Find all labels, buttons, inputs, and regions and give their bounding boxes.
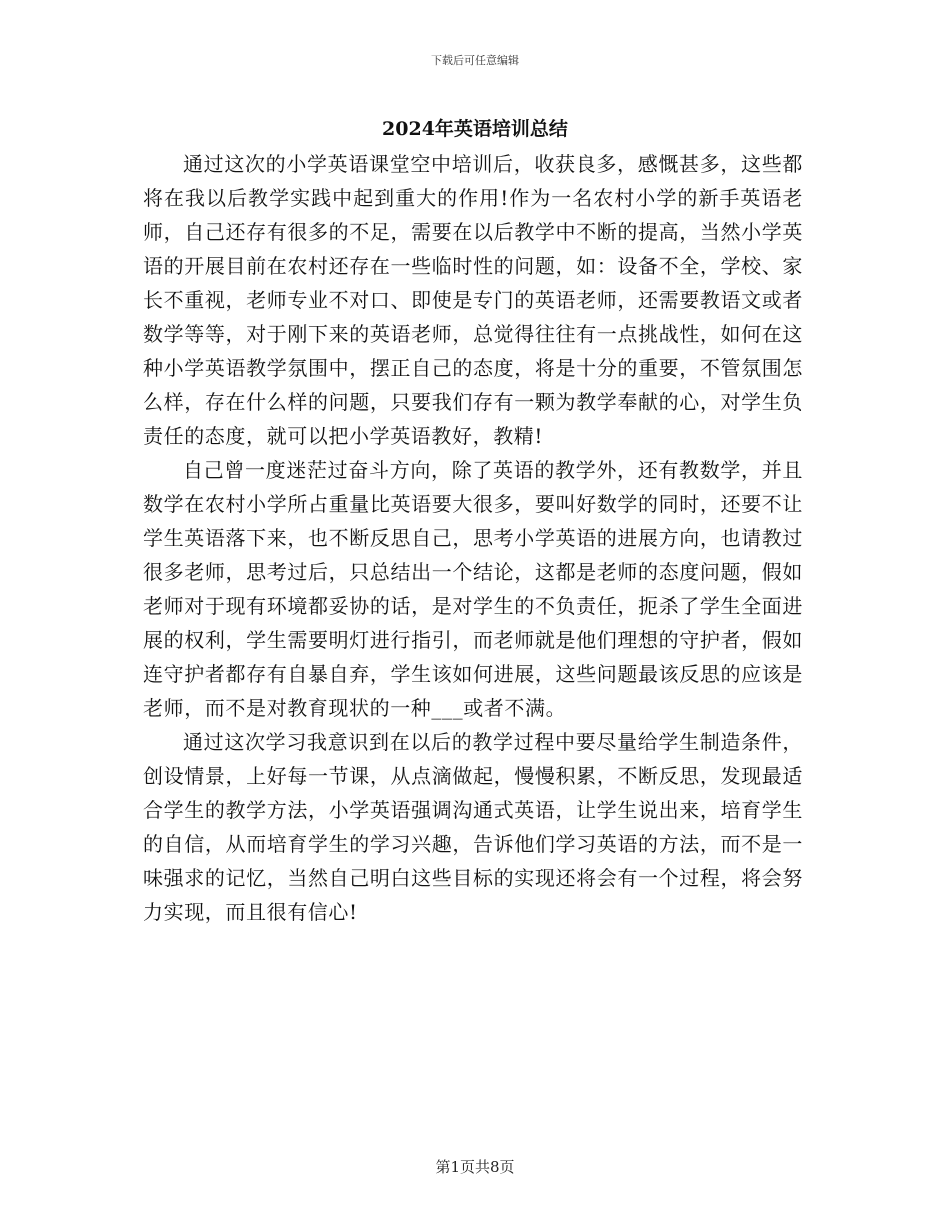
paragraph-3: 通过这次学习我意识到在以后的教学过程中要尽量给学生制造条件，创设情景，上好每一节课，从点滴做起，慢慢积累，不断反思，发现最适合学生的教学方法，小学英语强调沟通式英语，让学生说出来，培育学生的自信，从而培育学生的学习兴趣，告诉他们学习英语的方法，而不是一味强求的记忆，当然自己明白这些目标的实现还将会有一个过程，将会努力实现，而且很有信心! [143, 730, 803, 924]
document-title: 2024年英语培训总结 [382, 118, 568, 140]
document-body [143, 147, 803, 929]
paragraph-1: 通过这次的小学英语课堂空中培训后，收获良多，感慨甚多，这些都将在我以后教学实践中起到重大的作用!作为一名农村小学的新手英语老师，自己还存有很多的不足，需要在以后教学中不断的提高，当然小学英语的开展目前在农村还存在一些临时性的问题，如：设备不全，学校、家长不重视，老师专业不对口、即使是专门的英语老师，还需要教语文或者数学等等，对于刚下来的英语老师，总觉得往往有一点挑战性，如何在这种小学英语教学氛围中，摆正自己的态度，将是十分的重要，不管氛围怎么样，存在什么样的问题，只要我们存有一颗为教学奉献的心，对学生负责任的态度，就可以把小学英语教好，教精! [143, 152, 803, 448]
paragraph-2: 自己曾一度迷茫过奋斗方向，除了英语的教学外，还有教数学，并且数学在农村小学所占重量比英语要大很多，要叫好数学的同时，还要不让学生英语落下来，也不断反思自己，思考小学英语的进展方向，也请教过很多老师，思考过后，只总结出一个结论，这都是老师的态度问题，假如老师对于现有环境都妥协的话，是对学生的不负责任，扼杀了学生全面进展的权利，学生需要明灯进行指引，而老师就是他们理想的守护者，假如连守护者都存有自暴自弃，学生该如何进展，这些问题最该反思的应该是老师，而不是对教育现状的一种___或者不满。 [143, 458, 803, 720]
page-indicator: 第1页共8页 [435, 1158, 515, 1176]
header-note: 下载后可任意编辑 [431, 54, 519, 67]
